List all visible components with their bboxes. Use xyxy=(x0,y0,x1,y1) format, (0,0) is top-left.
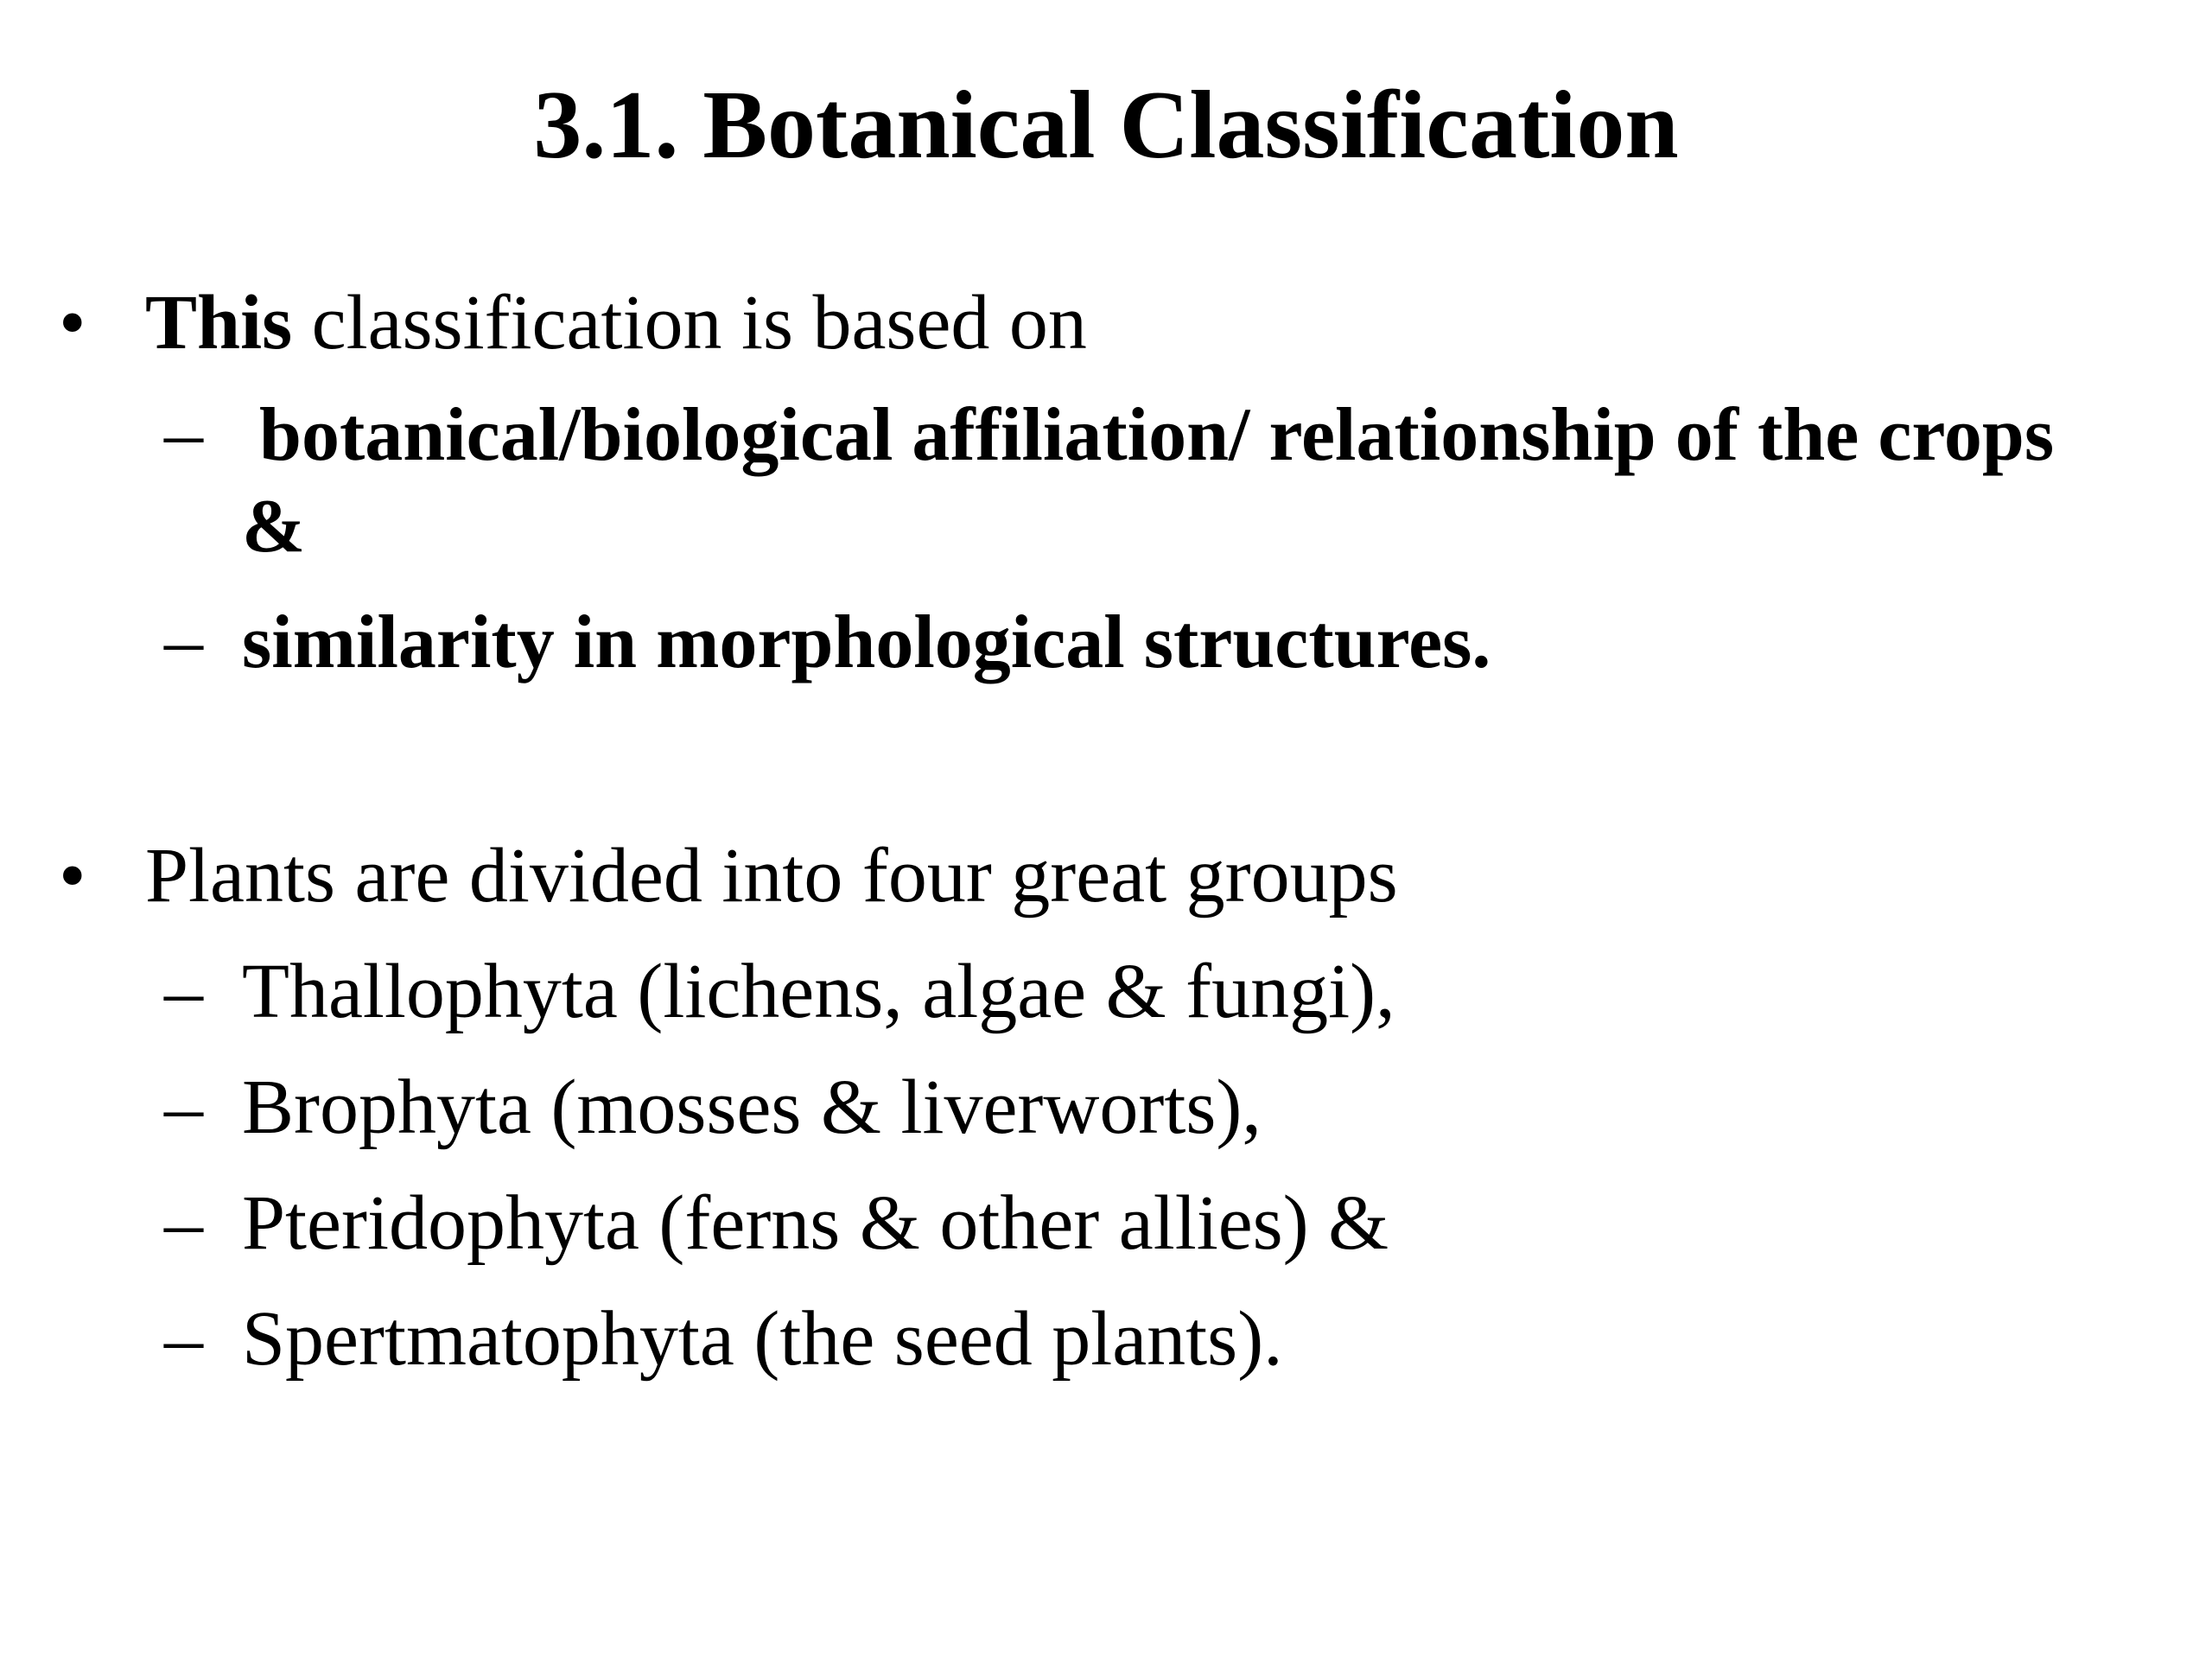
slide-title: 3.1. Botanical Classification xyxy=(533,72,1679,179)
sub-item-pteridophyta: Pteridophyta (ferns & other allies) & xyxy=(242,1180,1389,1266)
dash-marker: – xyxy=(164,1065,203,1150)
dash-marker: – xyxy=(164,1180,203,1266)
sub-item-thallophyta: Thallophyta (lichens, algae & fungi), xyxy=(242,949,1395,1034)
dash-marker: – xyxy=(164,949,203,1034)
bullet-1-lead: This xyxy=(145,280,293,365)
bullet-1-rest: classification is based on xyxy=(292,280,1087,365)
sub-item-morphology: similarity in morphological structures. xyxy=(242,601,1491,684)
bullet-marker: • xyxy=(59,833,86,918)
bullet-marker: • xyxy=(59,280,86,365)
bullet-1-text xyxy=(145,278,1087,368)
bullet-2-text: Plants are divided into four great groups xyxy=(145,833,1398,918)
dash-marker: – xyxy=(164,391,203,476)
sub-item-spermatophyta: Spertmatophyta (the seed plants). xyxy=(242,1296,1283,1382)
dash-marker: – xyxy=(164,1296,203,1382)
sub-item-affiliation: botanical/biological affiliation/ relationship of the crops xyxy=(259,393,2055,477)
dash-marker: – xyxy=(164,598,203,683)
sub-item-affiliation-continuation: & xyxy=(242,485,306,569)
sub-item-brophyta: Brophyta (mosses & liverworts), xyxy=(242,1065,1262,1150)
